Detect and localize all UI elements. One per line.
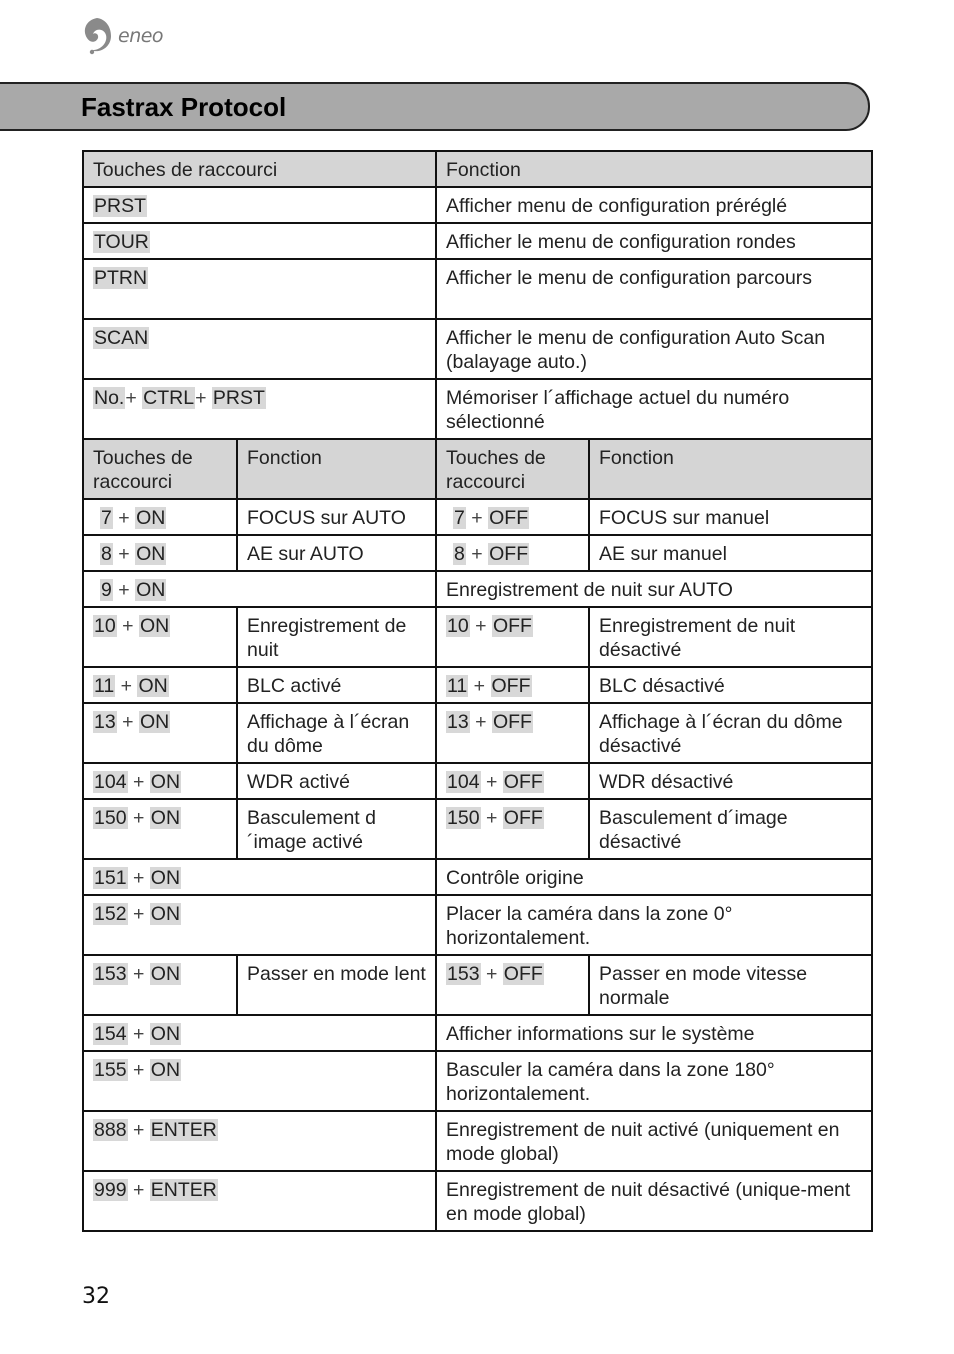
shortcut-key-cell xyxy=(83,319,436,379)
shortcut-key-cell xyxy=(436,799,589,859)
table-row xyxy=(83,667,872,703)
shortcut-action: ON xyxy=(136,543,166,565)
shortcut-key-cell xyxy=(436,955,589,1015)
shortcut-key-cell xyxy=(436,607,589,667)
shortcut-action: ENTER xyxy=(150,1179,217,1201)
shortcut-action: OFF xyxy=(489,507,529,529)
shortcut-key-cell xyxy=(83,1171,436,1231)
plus-sign: + xyxy=(468,675,491,697)
table-row xyxy=(83,895,872,955)
table-row xyxy=(83,1111,872,1171)
shortcut-number: 10 xyxy=(94,615,116,637)
function-cell: Basculement d´image désactivé xyxy=(589,799,872,859)
shortcut-action: ON xyxy=(139,711,170,733)
shortcut-key-cell xyxy=(83,763,237,799)
shortcut-key: No. xyxy=(94,387,125,409)
plus-sign: + xyxy=(127,1119,150,1141)
shortcut-key-cell xyxy=(436,763,589,799)
function-cell: Basculer la caméra dans la zone 180° horizontalement. xyxy=(436,1051,872,1111)
shortcut-number: 104 xyxy=(94,771,127,793)
shortcut-action: ENTER xyxy=(150,1119,217,1141)
function-cell: Basculement d´image activé xyxy=(237,799,436,859)
shortcut-action: OFF xyxy=(491,675,531,697)
plus-sign: + xyxy=(195,387,212,409)
shortcut-key: CTRL xyxy=(143,387,195,409)
shortcut-key-cell xyxy=(83,703,237,763)
shortcut-key: SCAN xyxy=(94,327,149,349)
brand-logo xyxy=(80,16,163,56)
shortcut-number: 11 xyxy=(94,675,115,697)
shortcut-number: 9 xyxy=(101,579,112,601)
plus-sign: + xyxy=(112,543,136,565)
function-cell: Afficher le menu de configuration rondes xyxy=(436,223,872,259)
table-row xyxy=(83,703,872,763)
function-cell: AE sur manuel xyxy=(589,535,872,571)
shortcut-key-cell xyxy=(83,571,436,607)
function-cell: FOCUS sur manuel xyxy=(589,499,872,535)
shortcut-key-cell xyxy=(436,535,589,571)
page-number: 32 xyxy=(82,1284,110,1309)
shortcut-key: TOUR xyxy=(94,231,149,253)
shortcut-table xyxy=(82,150,873,1232)
shortcut-number: 8 xyxy=(101,543,112,565)
plus-sign: + xyxy=(465,507,489,529)
shortcut-number: 104 xyxy=(447,771,480,793)
function-cell: Passer en mode lent xyxy=(237,955,436,1015)
table-row xyxy=(83,259,872,319)
shortcut-key-cell xyxy=(83,379,436,439)
function-cell: AE sur AUTO xyxy=(237,535,436,571)
table-row xyxy=(83,955,872,1015)
plus-sign: + xyxy=(480,807,503,829)
header-keys: Touches de raccourci xyxy=(83,151,436,187)
shortcut-number: 10 xyxy=(447,615,469,637)
table-row xyxy=(83,1051,872,1111)
function-cell: Enregistrement de nuit xyxy=(237,607,436,667)
plus-sign: + xyxy=(465,543,489,565)
plus-sign: + xyxy=(125,387,143,409)
shortcut-action: ON xyxy=(150,807,181,829)
shortcut-number: 13 xyxy=(447,711,469,733)
shortcut-action: OFF xyxy=(503,807,543,829)
shortcut-number: 11 xyxy=(447,675,468,697)
shortcut-number: 153 xyxy=(447,963,480,985)
plus-sign: + xyxy=(127,771,150,793)
shortcut-action: OFF xyxy=(503,771,543,793)
plus-sign: + xyxy=(127,903,150,925)
plus-sign: + xyxy=(127,1179,150,1201)
plus-sign: + xyxy=(480,771,503,793)
plus-sign: + xyxy=(127,1059,150,1081)
function-cell: Affichage à l´écran du dôme désactivé xyxy=(589,703,872,763)
shortcut-key-cell xyxy=(83,499,237,535)
table-row xyxy=(83,379,872,439)
plus-sign: + xyxy=(116,711,139,733)
shortcut-number: 151 xyxy=(94,867,127,889)
function-cell: Afficher menu de configuration préréglé xyxy=(436,187,872,223)
shortcut-key-cell xyxy=(83,535,237,571)
shortcut-key-cell xyxy=(83,1111,436,1171)
shortcut-number: 7 xyxy=(454,507,465,529)
function-cell: Contrôle origine xyxy=(436,859,872,895)
shortcut-number: 13 xyxy=(94,711,116,733)
shortcut-action: ON xyxy=(150,867,181,889)
shortcut-number: 8 xyxy=(454,543,465,565)
brand-name: eneo xyxy=(118,25,164,47)
header-keys-a: Touches de raccourci xyxy=(83,439,237,499)
table-row xyxy=(83,799,872,859)
plus-sign: + xyxy=(127,867,150,889)
function-cell: Enregistrement de nuit désactivé (unique-ment en mode global) xyxy=(436,1171,872,1231)
function-cell: Afficher le menu de configuration parcours xyxy=(436,259,872,319)
shortcut-number: 155 xyxy=(94,1059,127,1081)
shortcut-action: OFF xyxy=(492,711,532,733)
function-cell: Afficher le menu de configuration Auto Scan (balayage auto.) xyxy=(436,319,872,379)
function-cell: FOCUS sur AUTO xyxy=(237,499,436,535)
plus-sign: + xyxy=(127,963,150,985)
shortcut-key-cell xyxy=(83,223,436,259)
shortcut-number: 152 xyxy=(94,903,127,925)
shortcut-key: PRST xyxy=(94,195,147,217)
shortcut-key-cell xyxy=(83,1015,436,1051)
table-row xyxy=(83,1015,872,1051)
section-title: Fastrax Protocol xyxy=(81,92,287,122)
shortcut-key: PTRN xyxy=(94,267,148,289)
shortcut-number: 999 xyxy=(94,1179,127,1201)
plus-sign: + xyxy=(115,675,138,697)
plus-sign: + xyxy=(469,615,492,637)
function-cell: BLC désactivé xyxy=(589,667,872,703)
shortcut-action: ON xyxy=(136,579,166,601)
table-row xyxy=(83,319,872,379)
table-row xyxy=(83,763,872,799)
header-keys-b: Touches de raccourci xyxy=(436,439,589,499)
shortcut-key-cell xyxy=(83,895,436,955)
shortcut-action: ON xyxy=(138,675,168,697)
function-cell: BLC activé xyxy=(237,667,436,703)
function-cell: WDR désactivé xyxy=(589,763,872,799)
header-function-a: Fonction xyxy=(237,439,436,499)
table-header-row xyxy=(83,151,872,187)
shortcut-key-cell xyxy=(83,187,436,223)
plus-sign: + xyxy=(112,507,136,529)
header-function-b: Fonction xyxy=(589,439,872,499)
shortcut-number: 150 xyxy=(94,807,127,829)
function-cell: Afficher informations sur le système xyxy=(436,1015,872,1051)
function-cell: Enregistrement de nuit désactivé xyxy=(589,607,872,667)
shortcut-number: 153 xyxy=(94,963,127,985)
shortcut-action: ON xyxy=(136,507,166,529)
table-row xyxy=(83,1171,872,1231)
plus-sign: + xyxy=(127,807,150,829)
shortcut-action: ON xyxy=(150,1059,181,1081)
table-row xyxy=(83,223,872,259)
shortcut-action: ON xyxy=(139,615,170,637)
function-cell: Passer en mode vitesse normale xyxy=(589,955,872,1015)
shortcut-number: 154 xyxy=(94,1023,127,1045)
shortcut-number: 888 xyxy=(94,1119,127,1141)
shortcut-number: 150 xyxy=(447,807,480,829)
table-subheader-row xyxy=(83,439,872,499)
shortcut-action: ON xyxy=(150,771,181,793)
shortcut-action: ON xyxy=(150,1023,181,1045)
table-row xyxy=(83,607,872,667)
table-row xyxy=(83,535,872,571)
shortcut-key-cell xyxy=(83,667,237,703)
function-cell: Placer la caméra dans la zone 0° horizontalement. xyxy=(436,895,872,955)
function-cell: Mémoriser l´affichage actuel du numéro sélectionné xyxy=(436,379,872,439)
table-row xyxy=(83,499,872,535)
table-row xyxy=(83,571,872,607)
function-cell: Enregistrement de nuit activé (uniquement en mode global) xyxy=(436,1111,872,1171)
shortcut-key-cell xyxy=(436,499,589,535)
shortcut-key-cell xyxy=(83,799,237,859)
shortcut-number: 7 xyxy=(101,507,112,529)
shortcut-key-cell xyxy=(83,859,436,895)
shortcut-action: OFF xyxy=(489,543,529,565)
shortcut-action: OFF xyxy=(492,615,532,637)
plus-sign: + xyxy=(116,615,139,637)
plus-sign: + xyxy=(480,963,503,985)
table-row xyxy=(83,187,872,223)
shortcut-key-cell xyxy=(83,955,237,1015)
plus-sign: + xyxy=(469,711,492,733)
shortcut-key-cell xyxy=(436,703,589,763)
shortcut-action: ON xyxy=(150,963,181,985)
plus-sign: + xyxy=(112,579,136,601)
plus-sign: + xyxy=(127,1023,150,1045)
shortcut-key-cell xyxy=(83,607,237,667)
function-cell: Affichage à l´écran du dôme xyxy=(237,703,436,763)
shortcut-key: PRST xyxy=(212,387,265,409)
shortcut-key-cell xyxy=(436,667,589,703)
table-row xyxy=(83,859,872,895)
shortcut-key-cell xyxy=(83,259,436,319)
shortcut-action: ON xyxy=(150,903,181,925)
eneo-swirl-icon xyxy=(80,16,114,56)
shortcut-action: OFF xyxy=(503,963,543,985)
function-cell: Enregistrement de nuit sur AUTO xyxy=(436,571,872,607)
header-function: Fonction xyxy=(436,151,872,187)
shortcut-key-cell xyxy=(83,1051,436,1111)
function-cell: WDR activé xyxy=(237,763,436,799)
